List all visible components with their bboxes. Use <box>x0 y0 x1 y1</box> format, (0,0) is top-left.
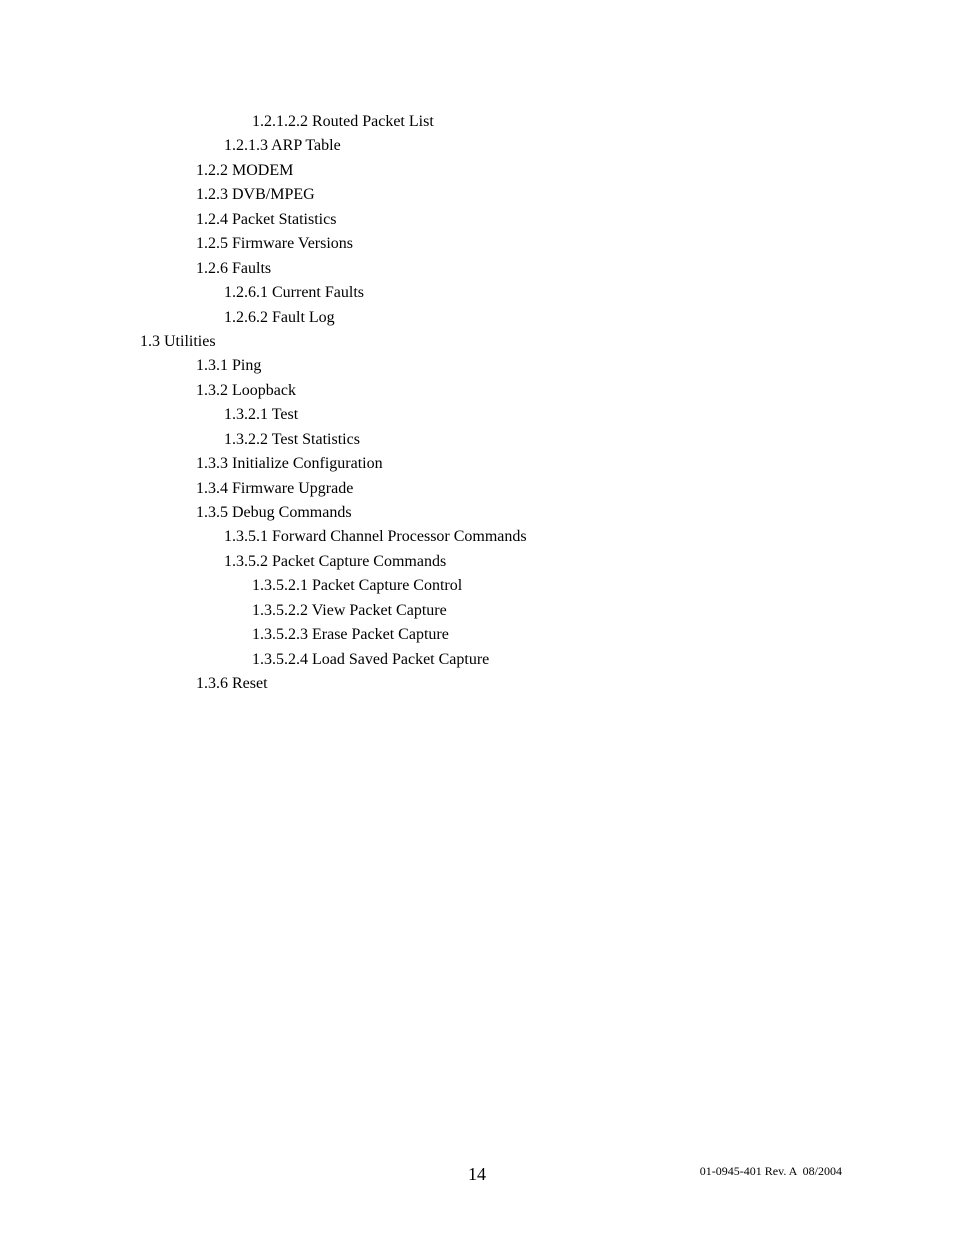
outline-item: 1.3.5.2.1 Packet Capture Control <box>252 577 463 595</box>
outline-item: 1.2.5 Firmware Versions <box>196 235 354 253</box>
outline-item: 1.3.5.2.4 Load Saved Packet Capture <box>252 650 490 668</box>
outline-item: 1.3.3 Initialize Configuration <box>196 455 383 473</box>
outline-item: 1.2.6.2 Fault Log <box>224 308 335 326</box>
outline-item: 1.3.1 Ping <box>196 357 262 375</box>
page-number: 14 <box>468 1164 486 1184</box>
document-revision: 01-0945-401 Rev. A 08/2004 <box>699 1164 842 1178</box>
outline-item: 1.3.2.2 Test Statistics <box>224 430 360 448</box>
outline-item: 1.3.4 Firmware Upgrade <box>196 479 354 497</box>
outline-item: 1.2.1.2.2 Routed Packet List <box>252 113 434 130</box>
outline-item: 1.2.6.1 Current Faults <box>224 284 364 302</box>
outline-item: 1.3.2 Loopback <box>196 381 296 399</box>
outline-item: 1.3 Utilities <box>140 332 216 350</box>
outline-item: 1.2.3 DVB/MPEG <box>196 186 315 204</box>
outline-item: 1.3.5.2 Packet Capture Commands <box>224 552 447 570</box>
outline-item: 1.3.5 Debug Commands <box>196 504 352 521</box>
outline-item: 1.3.5.1 Forward Channel Processor Commands <box>224 528 527 546</box>
outline-item: 1.3.2.1 Test <box>224 406 299 424</box>
outline-item: 1.2.2 MODEM <box>196 161 294 179</box>
outline-item: 1.2.1.3 ARP Table <box>224 137 341 155</box>
outline-item: 1.3.5.2.3 Erase Packet Capture <box>252 626 449 644</box>
outline-item: 1.3.6 Reset <box>196 675 268 693</box>
outline-item: 1.2.4 Packet Statistics <box>196 210 337 228</box>
outline-item: 1.2.6 Faults <box>196 259 272 277</box>
table-of-contents <box>0 110 954 697</box>
outline-item: 1.3.5.2.2 View Packet Capture <box>252 601 447 619</box>
